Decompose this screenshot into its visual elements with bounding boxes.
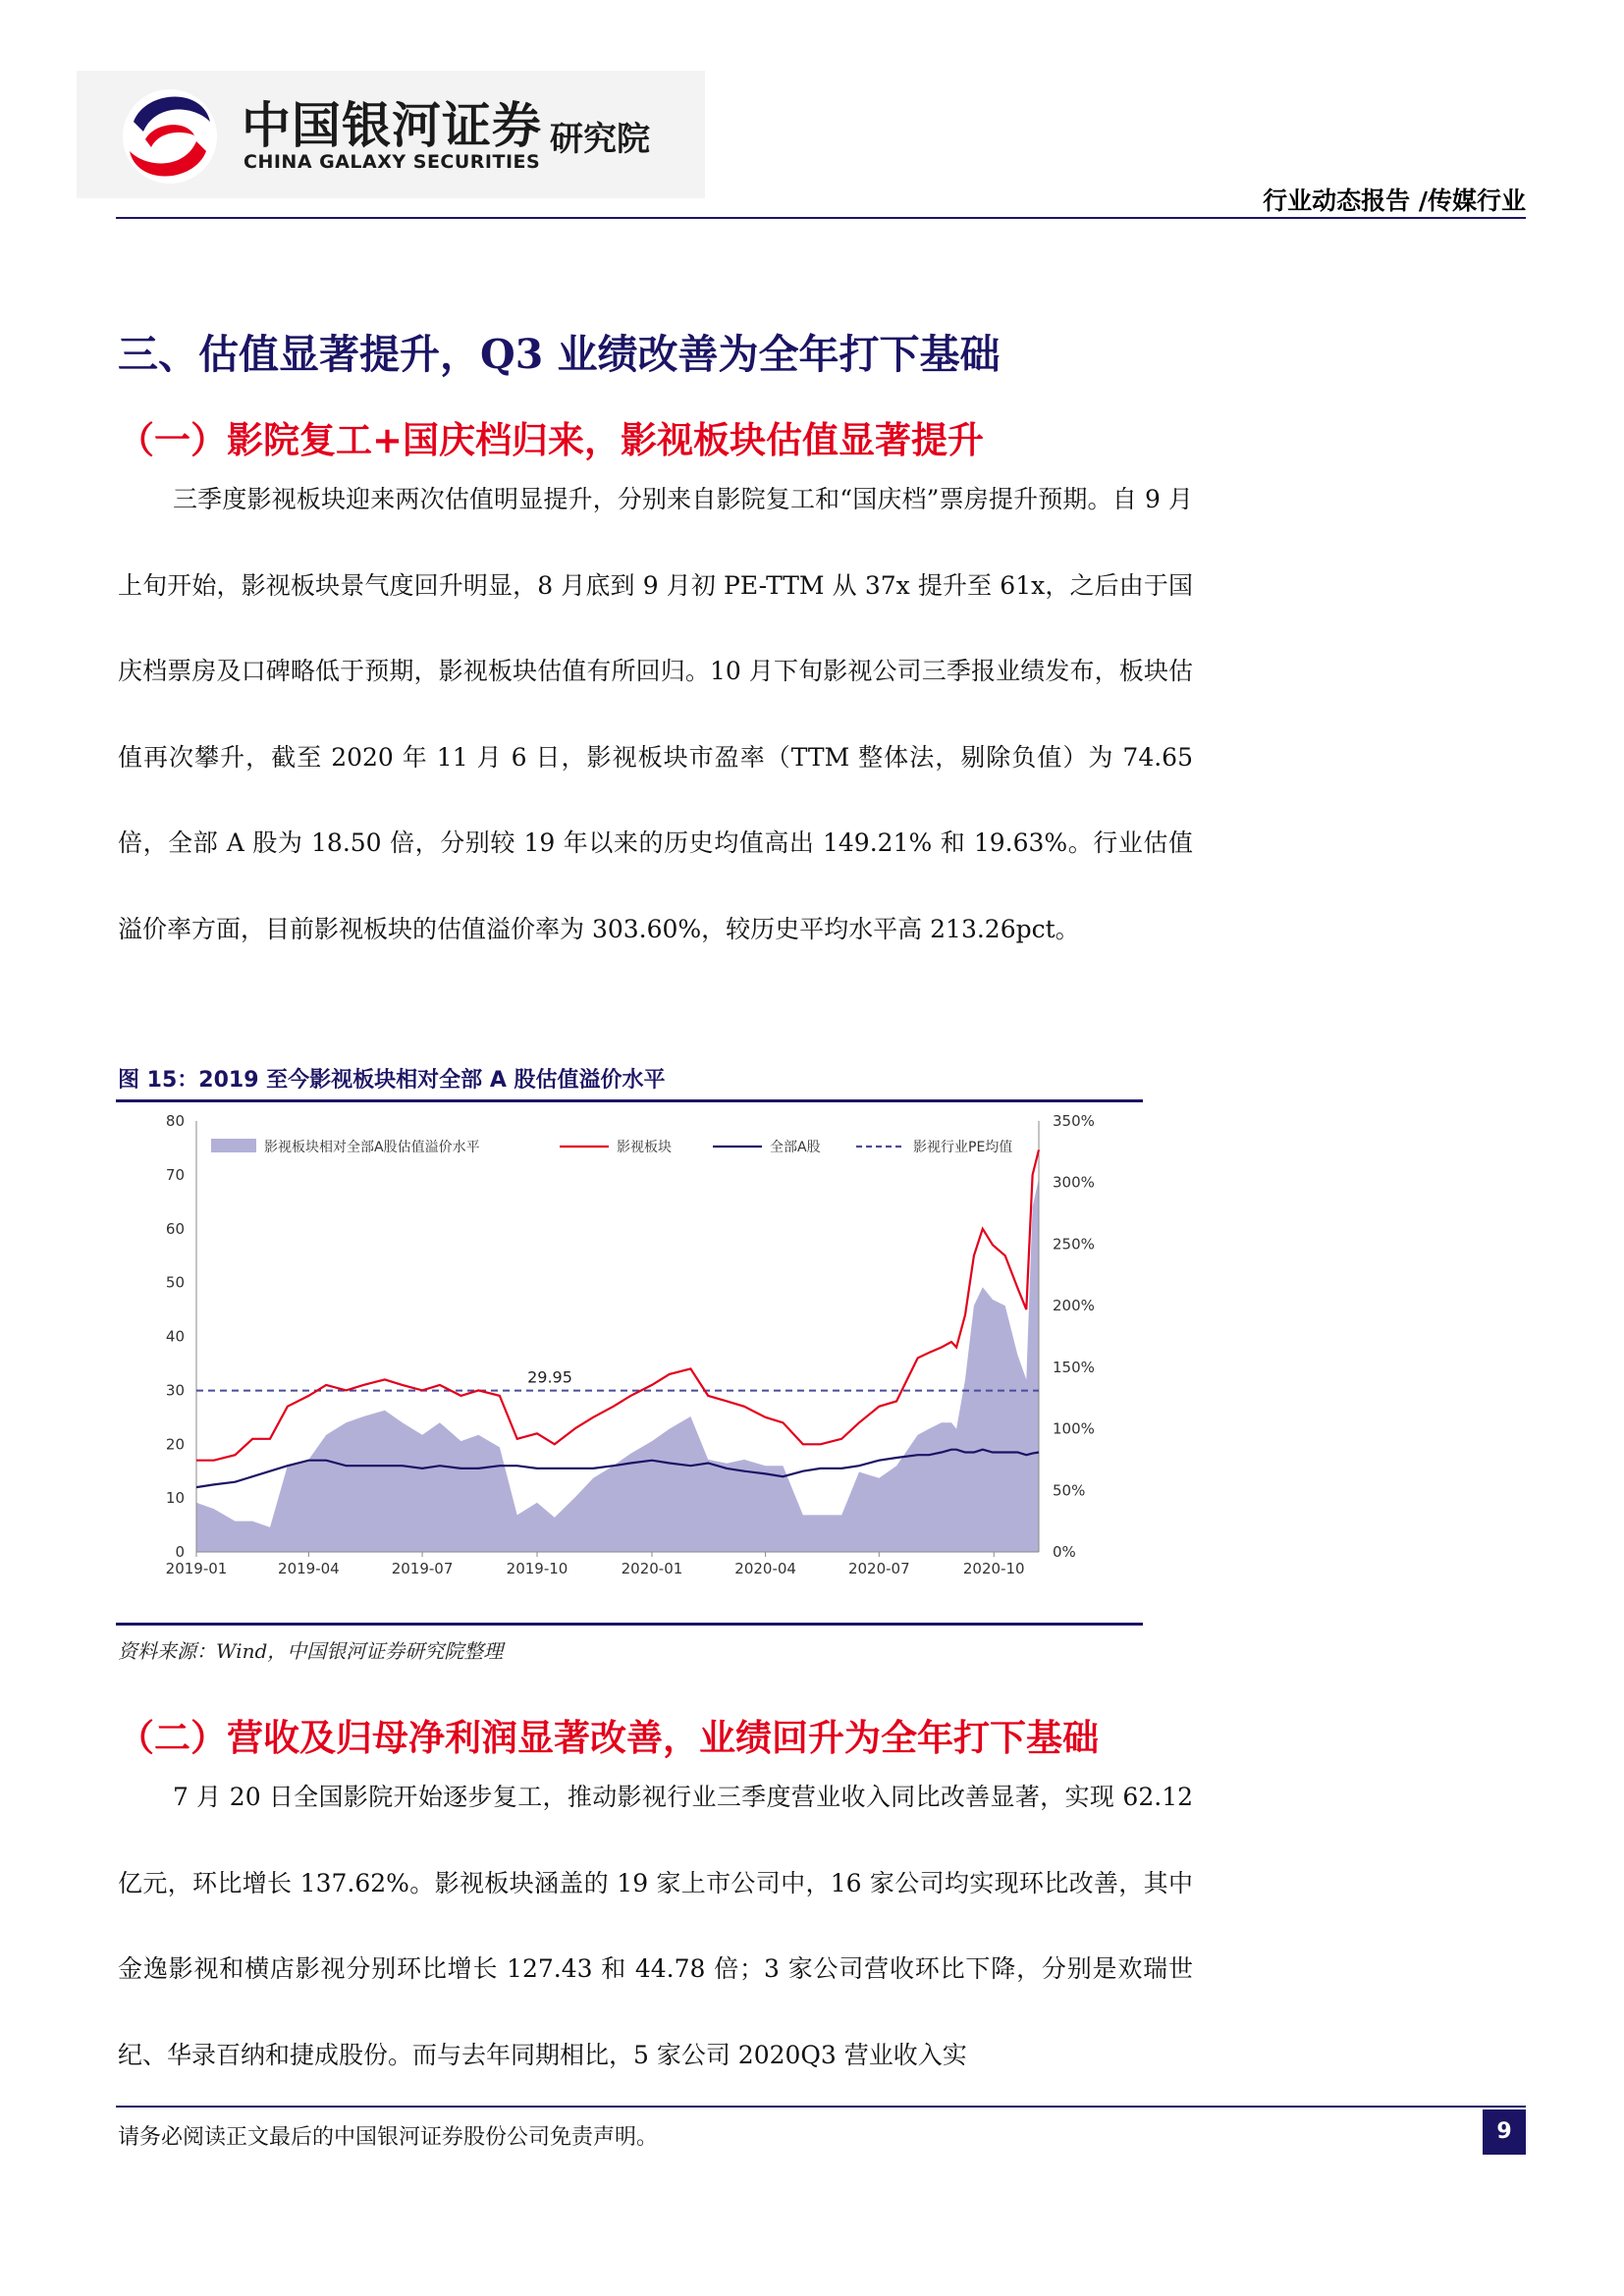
x-tick-label: 2019-01 xyxy=(165,1560,228,1577)
y-tick-left: 70 xyxy=(165,1165,185,1184)
y-tick-left: 30 xyxy=(165,1381,185,1400)
y-tick-right: 0% xyxy=(1053,1543,1076,1561)
report-type: 行业动态报告 /传媒行业 xyxy=(1263,187,1526,215)
section-title: 三、估值显著提升，Q3 业绩改善为全年打下基础 xyxy=(118,331,1001,378)
y-tick-left: 20 xyxy=(165,1435,185,1454)
galaxy-logo-icon xyxy=(116,82,224,190)
figure-title: 图 15：2019 至今影视板块相对全部 A 股估值溢价水平 xyxy=(118,1068,666,1093)
legend-pe-mean-label: 影视行业PE均值 xyxy=(913,1140,1013,1155)
logo xyxy=(77,71,705,198)
pe-mean-label: 29.95 xyxy=(527,1367,572,1387)
x-tick-label: 2019-04 xyxy=(278,1560,340,1577)
y-tick-left: 40 xyxy=(165,1327,185,1346)
y-tick-left: 50 xyxy=(165,1273,185,1292)
x-tick-label: 2020-04 xyxy=(734,1560,796,1577)
y-tick-right: 300% xyxy=(1053,1173,1095,1192)
figure-source: 资料来源：Wind，中国银河证券研究院整理 xyxy=(118,1639,504,1663)
header-divider xyxy=(116,217,1526,219)
y-tick-right: 150% xyxy=(1053,1358,1095,1376)
footer-disclaimer: 请务必阅读正文最后的中国银河证券股份公司免责声明。 xyxy=(118,2125,659,2150)
page-number: 9 xyxy=(1483,2109,1526,2155)
logo-institute: 研究院 xyxy=(550,120,650,159)
y-tick-right: 350% xyxy=(1053,1112,1095,1130)
x-tick-label: 2020-07 xyxy=(847,1560,910,1577)
legend-film-sector-label: 影视板块 xyxy=(617,1140,672,1155)
x-tick-label: 2019-07 xyxy=(391,1560,454,1577)
paragraph-1: 三季度影视板块迎来两次估值明显提升，分别来自影院复工和“国庆档”票房提升预期。自 9 月上旬开始，影视板块景气度回升明显，8 月底到 9 月初 PE-TTM 从 37x 提升至 61x，之后由于国庆档票房及口碑略低于预期，影视板块估值有所回归。10 月下旬影视公司三季报业绩发布，板块估值再次攀升，截至 2020 年 11 月 6 日，影视板块市盈率（TTM 整体法，剔除负值）为 74.65 倍，全部 A 股为 18.50 倍，分别较 19 年以来的历史均值高出 149.21% 和 19.63%。行业估值溢价率方面，目前影视板块的估值溢价率为 303.60%，较历史平均水平高 213.26pct。 xyxy=(118,485,1193,943)
y-tick-left: 0 xyxy=(175,1543,185,1561)
y-tick-left: 10 xyxy=(165,1489,185,1508)
legend-premium-label: 影视板块相对全部A股估值溢价水平 xyxy=(264,1140,480,1155)
y-tick-right: 100% xyxy=(1053,1419,1095,1438)
y-tick-right: 50% xyxy=(1053,1481,1086,1500)
y-tick-right: 200% xyxy=(1053,1297,1095,1315)
subsection-title-2: （二）营收及归母净利润显著改善，业绩回升为全年打下基础 xyxy=(118,1716,1099,1759)
logo-chinese-name: 中国银河证券 xyxy=(242,97,542,154)
film-sector-pe-line xyxy=(196,1149,1039,1460)
x-tick-label: 2020-01 xyxy=(621,1560,683,1577)
legend-premium-swatch xyxy=(211,1139,256,1152)
paragraph-2: 7 月 20 日全国影院开始逐步复工，推动影视行业三季度营业收入同比改善显著，实现 62.12 亿元，环比增长 137.62%。影视板块涵盖的 19 家上市公司中，16 家公司均实现环比改善，其中金逸影视和横店影视分别环比增长 127.43 和 44.78 倍；3 家公司营收环比下降，分别是欢瑞世纪、华录百纳和捷成股份。而与去年同期相比，5 家公司 2020Q3 营业收入实 xyxy=(118,1783,1193,2069)
y-tick-left: 80 xyxy=(165,1112,185,1130)
valuation-premium-chart xyxy=(118,1107,1100,1598)
x-tick-label: 2019-10 xyxy=(506,1560,568,1577)
y-tick-right: 250% xyxy=(1053,1235,1095,1254)
premium-area xyxy=(196,1178,1039,1552)
footer-divider xyxy=(116,2106,1526,2108)
x-tick-label: 2020-10 xyxy=(962,1560,1025,1577)
subsection-title-1: （一）影院复工+国庆档归来，影视板块估值显著提升 xyxy=(118,418,985,461)
logo-english-name: CHINA GALAXY SECURITIES xyxy=(244,151,541,173)
figure-bottom-rule xyxy=(116,1623,1143,1626)
figure-top-rule xyxy=(116,1099,1143,1102)
legend-all-a-label: 全部A股 xyxy=(770,1140,821,1155)
y-tick-left: 60 xyxy=(165,1219,185,1238)
